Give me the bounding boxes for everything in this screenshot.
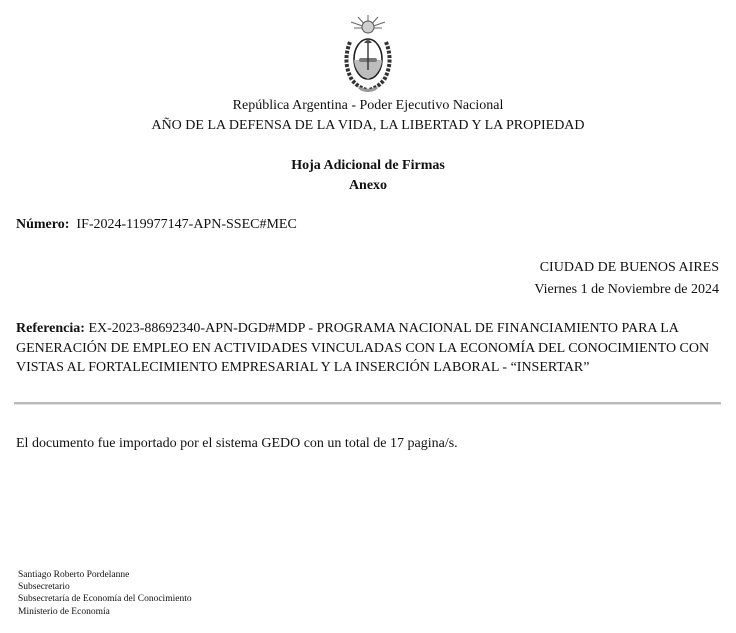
reference: [16, 319, 720, 378]
reference-label: Referencia:: [16, 321, 85, 336]
document-title: Hoja Adicional de Firmas: [291, 158, 445, 173]
city: CIUDAD DE BUENOS AIRES: [539, 260, 719, 275]
government-heading: República Argentina - Poder Ejecutivo Nacional: [232, 98, 504, 113]
body-text: El documento fue importado por el sistema GEDO con un total de 17 pagina/s.: [16, 436, 458, 451]
year-motto: AÑO DE LA DEFENSA DE LA VIDA, LA LIBERTAD Y LA PROPIEDAD: [151, 118, 585, 133]
coat-of-arms-icon: [336, 12, 400, 94]
signer-office: Subsecretaría de Economía del Conocimiento: [18, 594, 192, 605]
signer-ministry: Ministerio de Economía: [18, 606, 110, 617]
signer-name: Santiago Roberto Pordelanne: [18, 570, 130, 580]
signature-block: [18, 569, 192, 618]
number-value: IF-2024-119977147-APN-SSEC#MEC: [76, 217, 297, 232]
signer-role: Subsecretario: [18, 582, 70, 593]
document-number: [16, 216, 297, 234]
document-date: Viernes 1 de Noviembre de 2024: [534, 282, 719, 297]
document-subtitle: Anexo: [348, 178, 388, 193]
reference-text: EX-2023-88692340-APN-DGD#MDP - PROGRAMA NACIONAL DE FINANCIAMIENTO PARA LA GENERACIÓN DE EMPLEO EN ACTIVIDADES VINCULADAS CON LA ECONOMÍA DEL CONOCIMIENTO CON VISTAS AL FORTALECIMIENTO EMPRESARIAL Y LA INSERCIÓN LABORAL - “INSERTAR”: [16, 321, 710, 375]
divider: [14, 402, 721, 405]
number-label: Número:: [16, 217, 70, 232]
